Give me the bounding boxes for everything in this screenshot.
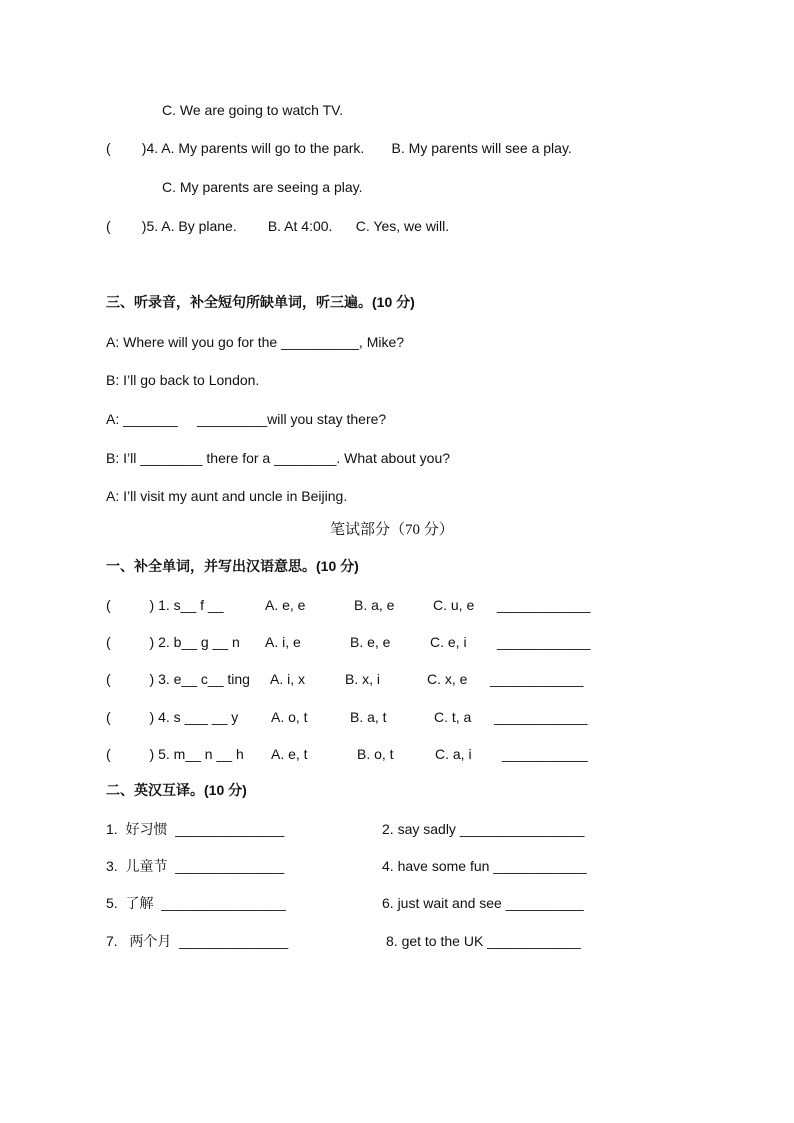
question-4-line: ( )4. A. My parents will go to the park. B. My parents will see a play. xyxy=(106,140,572,156)
answer-blank: ____________ xyxy=(497,597,591,613)
option-c: C. a, i xyxy=(435,746,472,762)
option-b: B. a, t xyxy=(350,709,387,725)
option-a: A. i, x xyxy=(270,671,306,687)
section-1-heading: 一、补全单词，并写出汉语意思。(10 分) xyxy=(106,558,359,574)
option-c: C. x, e xyxy=(427,671,468,687)
translation-item: 4. have some fun ____________ xyxy=(382,858,587,874)
option-c: C. t, a xyxy=(434,709,472,725)
dialogue-line: A: _______ _________will you stay there? xyxy=(106,411,387,427)
translation-item: 3. 儿童节 ______________ xyxy=(106,858,285,874)
translation-item: 8. get to the UK ____________ xyxy=(386,933,581,949)
written-part-title: 笔试部分（70 分） xyxy=(330,522,454,538)
option-b: B. x, i xyxy=(345,671,381,687)
translation-item: 1. 好习惯 ______________ xyxy=(106,821,285,837)
question-stem: ( ) 5. m__ n __ h xyxy=(106,746,244,762)
section-2-heading: 二、英汉互译。(10 分) xyxy=(106,782,247,798)
option-a: A. e, t xyxy=(271,746,308,762)
question-4-option-c: C. My parents are seeing a play. xyxy=(162,179,363,195)
question-3-option-c: C. We are going to watch TV. xyxy=(162,102,344,118)
translation-item: 7. 两个月 ______________ xyxy=(106,933,289,949)
option-a: A. i, e xyxy=(265,634,301,650)
dialogue-line: B: I’ll ________ there for a ________. What about you? xyxy=(106,450,451,466)
dialogue-line: B: I’ll go back to London. xyxy=(106,372,260,388)
option-c: C. e, i xyxy=(430,634,467,650)
option-a: A. o, t xyxy=(271,709,308,725)
answer-blank: ___________ xyxy=(502,746,588,762)
option-a: A. e, e xyxy=(265,597,306,613)
answer-blank: ____________ xyxy=(497,634,591,650)
option-b: B. e, e xyxy=(350,634,391,650)
option-c: C. u, e xyxy=(433,597,475,613)
option-b: B. o, t xyxy=(357,746,394,762)
translation-item: 2. say sadly ________________ xyxy=(382,821,585,837)
question-stem: ( ) 4. s ___ __ y xyxy=(106,709,239,725)
answer-blank: ____________ xyxy=(494,709,588,725)
section-3-heading: 三、听录音，补全短句所缺单词，听三遍。(10 分) xyxy=(106,294,415,310)
question-stem: ( ) 2. b__ g __ n xyxy=(106,634,240,650)
dialogue-line: A: I’ll visit my aunt and uncle in Beijing. xyxy=(106,488,348,504)
question-5-line: ( )5. A. By plane. B. At 4:00. C. Yes, we will. xyxy=(106,218,450,234)
translation-item: 6. just wait and see __________ xyxy=(382,895,584,911)
question-stem: ( ) 3. e__ c__ ting xyxy=(106,671,250,687)
translation-item: 5. 了解 ________________ xyxy=(106,895,286,911)
dialogue-line: A: Where will you go for the __________, Mike? xyxy=(106,334,405,350)
option-b: B. a, e xyxy=(354,597,395,613)
answer-blank: ____________ xyxy=(490,671,584,687)
question-stem: ( ) 1. s__ f __ xyxy=(106,597,224,613)
